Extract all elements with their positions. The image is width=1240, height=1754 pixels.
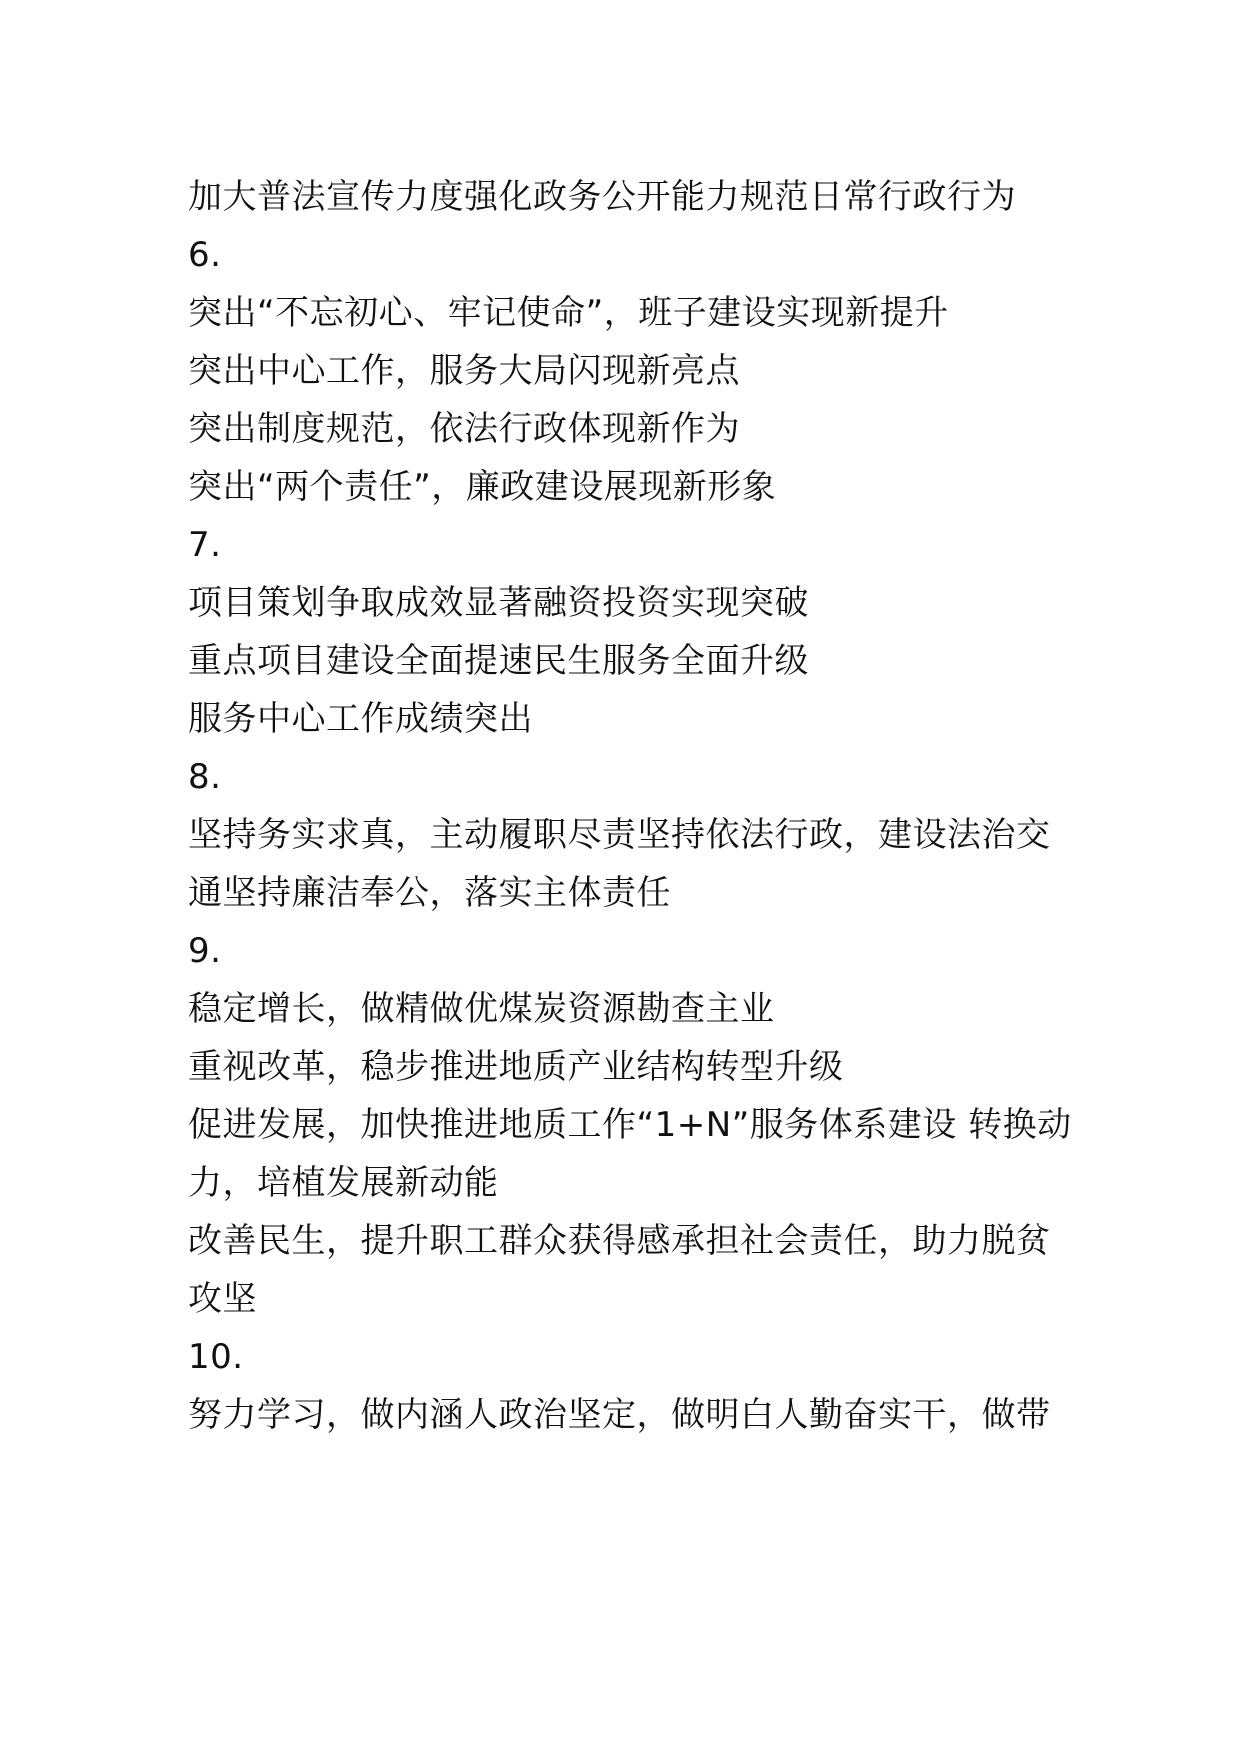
text-line: 促进发展，加快推进地质工作“1+N”服务体系建设 转换动 xyxy=(188,1105,1072,1145)
text-line: 突出“两个责任”，廉政建设展现新形象 xyxy=(188,467,777,507)
text-line: 重点项目建设全面提速民生服务全面升级 xyxy=(188,641,809,681)
text-line: 改善民生，提升职工群众获得感承担社会责任，助力脱贫 xyxy=(188,1221,1051,1261)
text-line: 突出制度规范，依法行政体现新作为 xyxy=(188,409,740,449)
text-line: 突出中心工作，服务大局闪现新亮点 xyxy=(188,351,740,391)
section-number: 9. xyxy=(188,931,222,971)
section-number: 8. xyxy=(188,757,222,797)
section-number: 7. xyxy=(188,525,222,565)
text-line: 稳定增长，做精做优煤炭资源勘查主业 xyxy=(188,989,775,1029)
text-line: 坚持务实求真，主动履职尽责坚持依法行政，建设法治交 xyxy=(188,815,1051,855)
section-number: 10. xyxy=(188,1337,244,1377)
text-line: 重视改革，稳步推进地质产业结构转型升级 xyxy=(188,1047,844,1087)
text-line: 攻坚 xyxy=(188,1279,257,1319)
text-line: 项目策划争取成效显著融资投资实现突破 xyxy=(188,583,809,623)
section-number: 6. xyxy=(188,235,222,275)
text-line: 服务中心工作成绩突出 xyxy=(188,699,533,739)
text-line: 加大普法宣传力度强化政务公开能力规范日常行政行为 xyxy=(188,177,1016,217)
text-line: 突出“不忘初心、牢记使命”，班子建设实现新提升 xyxy=(188,293,949,333)
text-line: 努力学习，做内涵人政治坚定，做明白人勤奋实干，做带 xyxy=(188,1395,1051,1435)
text-line: 通坚持廉洁奉公，落实主体责任 xyxy=(188,873,671,913)
text-line: 力，培植发展新动能 xyxy=(188,1163,499,1203)
